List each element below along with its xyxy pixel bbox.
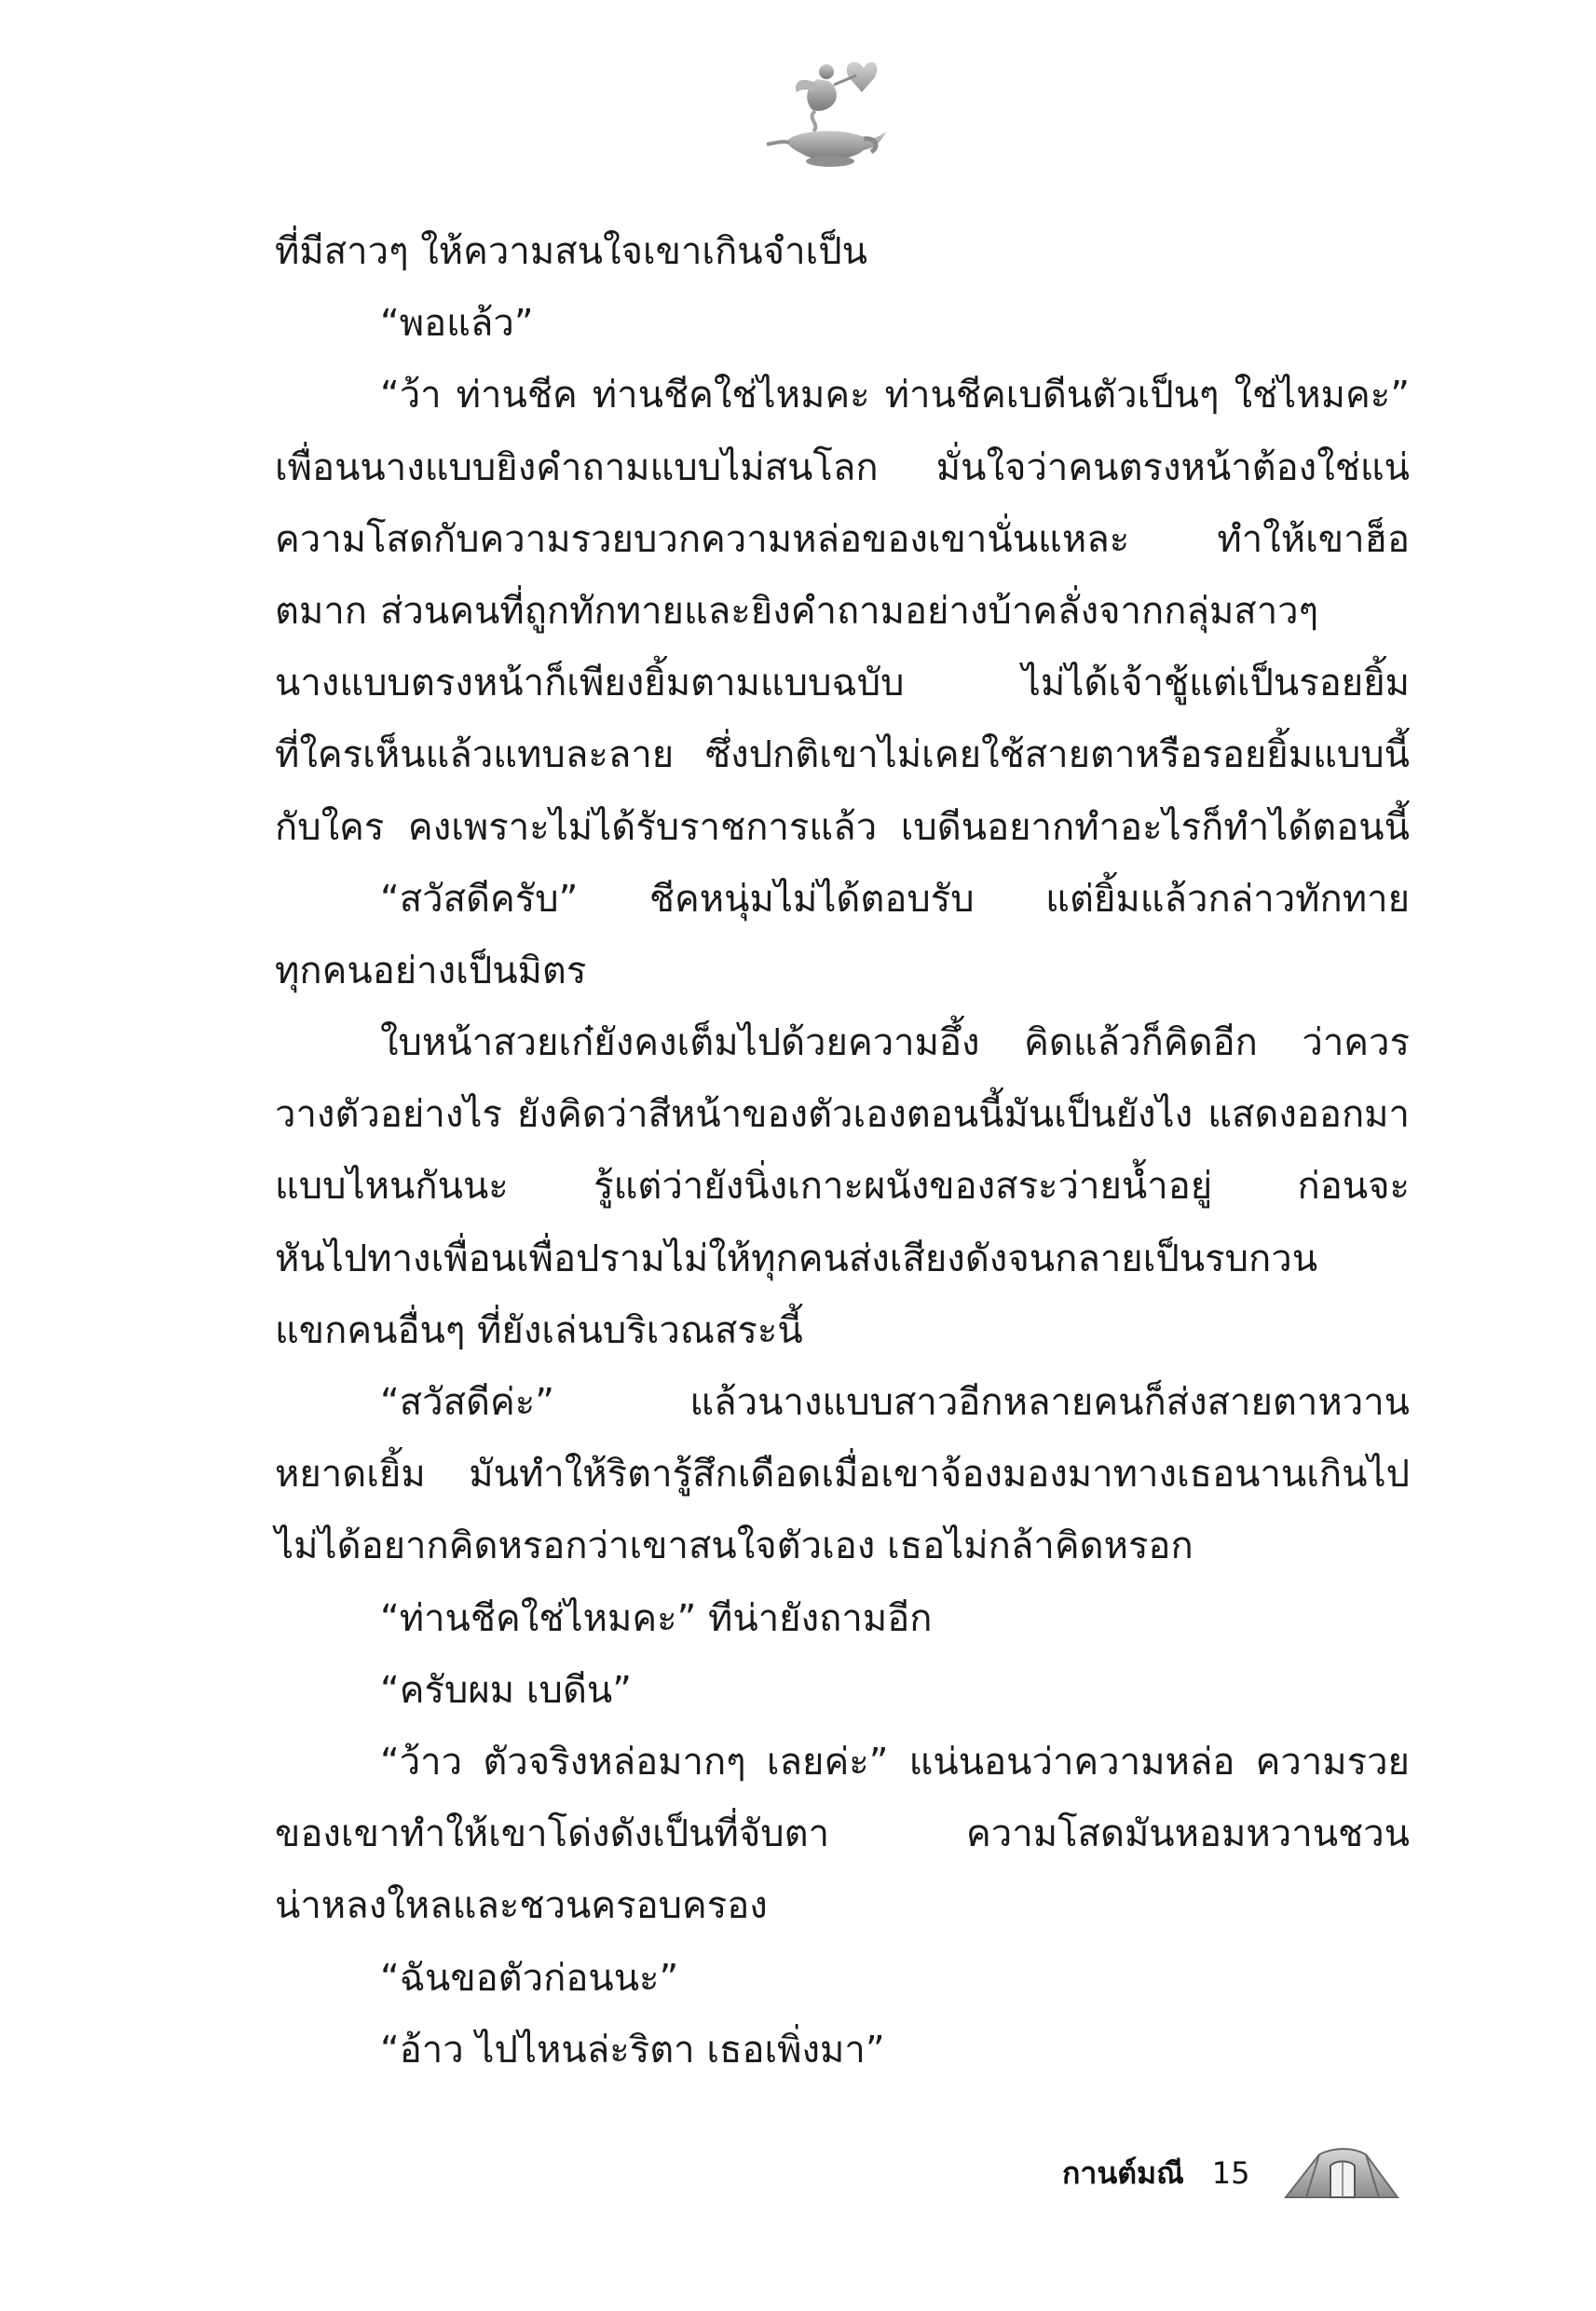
- text-line: “ครับผม เบดีน”: [380, 1668, 632, 1712]
- page-number: 15: [1211, 2155, 1250, 2191]
- text-line: ของเขาทำให้เขาโด่งดังเป็นที่จับตา ความโสดมันหอมหวานชวน: [275, 1812, 1410, 1856]
- text-line: ที่ใครเห็นแล้วแทบละลาย ซึ่งปกติเขาไม่เคยใช้สายตาหรือรอยยิ้มแบบนี้: [275, 733, 1410, 777]
- text-line: น่าหลงใหลและชวนครอบครอง: [275, 1884, 768, 1928]
- text-line: แขกคนอื่นๆ ที่ยังเล่นบริเวณสระนี้: [275, 1308, 803, 1352]
- text-line: ใบหน้าสวยเก๋ยังคงเต็มไปด้วยความอึ้ง คิดแล้วก็คิดอีก ว่าควร: [380, 1021, 1410, 1065]
- page-footer: [1062, 2145, 1404, 2201]
- tent-icon: [1278, 2145, 1404, 2201]
- text-line: เพื่อนนางแบบยิงคำถามแบบไม่สนโลก มั่นใจว่าคนตรงหน้าต้องใช่แน่: [275, 445, 1410, 489]
- text-line: กับใคร คงเพราะไม่ได้รับราชการแล้ว เบดีนอยากทำอะไรก็ทำได้ตอนนี้: [275, 805, 1410, 849]
- text-line: ความโสดกับความรวยบวกความหล่อของเขานั่นแหละ ทำให้เขาฮ็อตมาก: [275, 517, 1410, 633]
- body-text: [275, 216, 1410, 2086]
- text-line: “สวัสดีครับ” ชีคหนุ่มไม่ได้ตอบรับ แต่ยิ้มแล้วกล่าวทักทาย: [380, 877, 1410, 921]
- text-line: “ว้า ท่านชีค ท่านชีคใช่ไหมคะ ท่านชีคเบดีนตัวเป็นๆ ใช่ไหมคะ”: [380, 374, 1410, 417]
- text-line: “ฉันขอตัวก่อนนะ”: [380, 1956, 679, 2000]
- text-line: “อ้าว ไปไหนล่ะริตา เธอเพิ่งมา”: [380, 2028, 885, 2072]
- text-line: ทุกคนอย่างเป็นมิตร: [275, 949, 587, 992]
- text-line: หยาดเยิ้ม มันทำให้ริตารู้สึกเดือดเมื่อเขาจ้องมองมาทางเธอนานเกินไป: [275, 1453, 1410, 1497]
- text-line: นางแบบตรงหน้าก็เพียงยิ้มตามแบบฉบับ ไม่ได้เจ้าชู้แต่เป็นรอยยิ้ม: [275, 662, 1410, 705]
- genie-lamp-cupid-icon: [759, 51, 899, 172]
- text-line: ส่วนคนที่ถูกทักทายและยิงคำถามอย่างบ้าคลั่งจากกลุ่มสาวๆ: [380, 589, 1319, 633]
- text-line: แบบไหนกันนะ รู้แต่ว่ายังนิ่งเกาะผนังของสระว่ายน้ำอยู่ ก่อนจะ: [275, 1165, 1410, 1209]
- text-line: วางตัวอย่างไร ยังคิดว่าสีหน้าของตัวเองตอนนี้มันเป็นยังไง แสดงออกมา: [275, 1093, 1410, 1137]
- book-title: กานต์มณี: [1062, 2154, 1184, 2191]
- text-line: “สวัสดีค่ะ” แล้วนางแบบสาวอีกหลายคนก็ส่งสายตาหวาน: [380, 1381, 1410, 1424]
- text-line: “ท่านชีคใช่ไหมคะ” ทีน่ายังถามอีก: [380, 1596, 933, 1640]
- text-line: ที่มีสาวๆ ให้ความสนใจเขาเกินจำเป็น: [275, 230, 867, 273]
- text-line: ไม่ได้อยากคิดหรอกว่าเขาสนใจตัวเอง เธอไม่กล้าคิดหรอก: [275, 1525, 1194, 1568]
- text-line: “พอแล้ว”: [380, 302, 534, 346]
- text-line: หันไปทางเพื่อนเพื่อปรามไม่ให้ทุกคนส่งเสียงดังจนกลายเป็นรบกวน: [275, 1237, 1318, 1280]
- text-line: “ว้าว ตัวจริงหล่อมากๆ เลยค่ะ” แน่นอนว่าความหล่อ ความรวย: [380, 1740, 1410, 1784]
